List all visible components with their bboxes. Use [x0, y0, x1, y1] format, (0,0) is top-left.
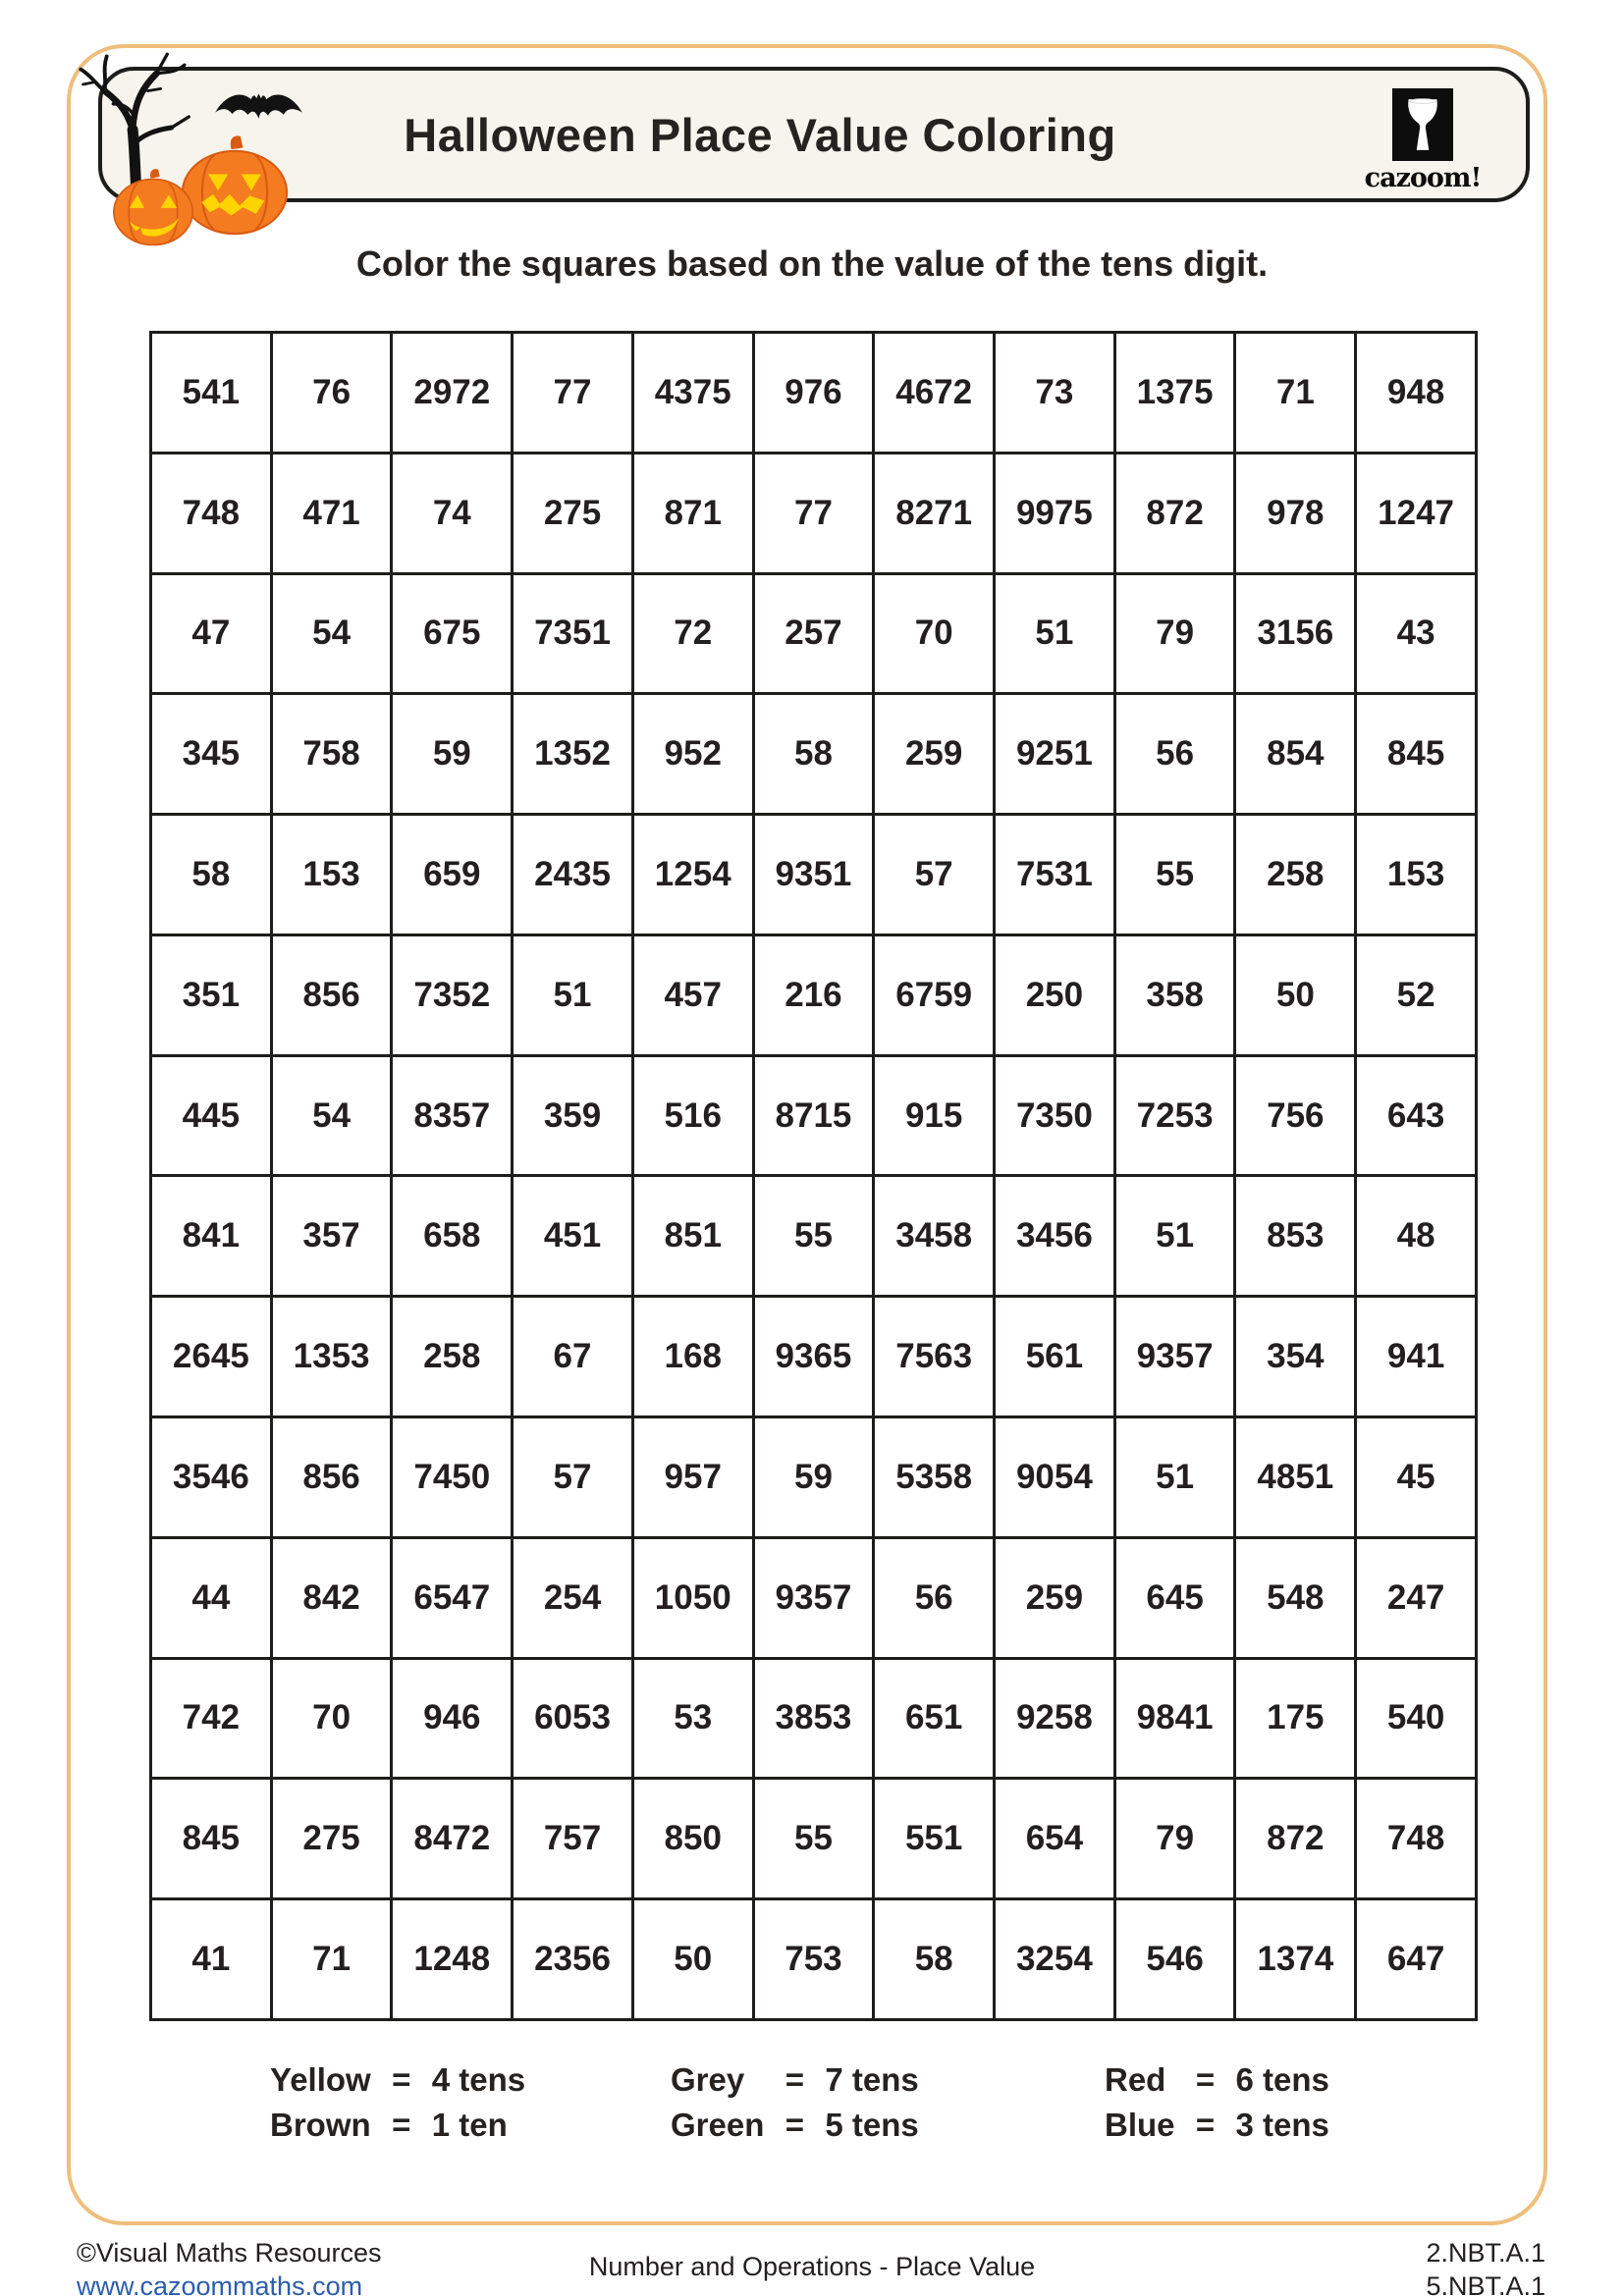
grid-cell[interactable]: 4851 — [1235, 1417, 1356, 1538]
grid-cell[interactable]: 757 — [513, 1779, 633, 1899]
grid-cell[interactable]: 254 — [513, 1537, 633, 1658]
grid-cell[interactable]: 76 — [271, 333, 392, 454]
grid-cell[interactable]: 51 — [1114, 1176, 1235, 1297]
grid-cell[interactable]: 7350 — [995, 1055, 1115, 1176]
grid-cell[interactable]: 758 — [271, 694, 392, 815]
grid-cell[interactable]: 258 — [1235, 815, 1356, 935]
grid-cell[interactable]: 946 — [392, 1658, 513, 1779]
grid-cell[interactable]: 643 — [1356, 1055, 1477, 1176]
grid-cell[interactable]: 856 — [271, 1417, 392, 1538]
grid-cell[interactable]: 47 — [151, 573, 272, 694]
grid-cell[interactable]: 978 — [1235, 453, 1356, 573]
grid-cell[interactable]: 9258 — [995, 1658, 1115, 1779]
grid-cell[interactable]: 59 — [753, 1417, 874, 1538]
grid-cell[interactable]: 7563 — [874, 1297, 995, 1417]
grid-cell[interactable]: 516 — [632, 1055, 753, 1176]
grid-cell[interactable]: 259 — [874, 694, 995, 815]
grid-cell[interactable]: 257 — [753, 573, 874, 694]
grid-row — [151, 1779, 1477, 1899]
grid-cell[interactable]: 2356 — [513, 1899, 633, 2020]
grid-cell[interactable]: 957 — [632, 1417, 753, 1538]
equals-sign: = — [1195, 2107, 1216, 2143]
grid-cell[interactable]: 651 — [874, 1658, 995, 1779]
grid-cell[interactable]: 841 — [151, 1176, 272, 1297]
grid-cell[interactable]: 3156 — [1235, 573, 1356, 694]
grid-cell[interactable]: 851 — [632, 1176, 753, 1297]
grid-cell[interactable]: 551 — [874, 1779, 995, 1899]
legend-value-red: 6 tens — [1235, 2061, 1329, 2098]
grid-cell[interactable]: 9054 — [995, 1417, 1115, 1538]
grid-cell[interactable]: 9357 — [753, 1537, 874, 1658]
grid-cell[interactable]: 354 — [1235, 1297, 1356, 1417]
grid-cell[interactable]: 43 — [1356, 573, 1477, 694]
grid-cell[interactable]: 645 — [1114, 1537, 1235, 1658]
legend-color-yellow: Yellow — [270, 2061, 371, 2098]
grid-cell[interactable]: 153 — [271, 815, 392, 935]
legend-color-grey: Grey — [671, 2061, 745, 2098]
color-key-legend — [0, 2054, 1624, 2171]
grid-cell[interactable]: 67 — [513, 1297, 633, 1417]
legend-column-1 — [270, 2061, 525, 2144]
grid-cell[interactable]: 548 — [1235, 1537, 1356, 1658]
legend-value-blue: 3 tens — [1235, 2107, 1329, 2143]
grid-row — [151, 573, 1477, 694]
grid-cell[interactable]: 59 — [392, 694, 513, 815]
legend-column-2 — [671, 2061, 919, 2144]
grid-cell[interactable]: 52 — [1356, 934, 1477, 1055]
header — [98, 67, 1530, 202]
equals-sign: = — [785, 2061, 805, 2098]
grid-row — [151, 1297, 1477, 1417]
grid-cell[interactable]: 4375 — [632, 333, 753, 454]
grid-cell[interactable]: 58 — [874, 1899, 995, 2020]
standard-code-1: 2.NBT.A.1 — [1426, 2238, 1545, 2268]
grid-cell[interactable]: 3254 — [995, 1899, 1115, 2020]
footer-standards — [1426, 2236, 1545, 2296]
grid-cell[interactable]: 654 — [995, 1779, 1115, 1899]
grid-cell[interactable]: 856 — [271, 934, 392, 1055]
grid-cell[interactable]: 1374 — [1235, 1899, 1356, 2020]
grid-cell[interactable]: 50 — [632, 1899, 753, 2020]
grid-cell[interactable]: 3458 — [874, 1176, 995, 1297]
legend-value-grey: 7 tens — [825, 2061, 919, 2098]
grid-cell[interactable]: 53 — [632, 1658, 753, 1779]
grid-cell[interactable]: 4672 — [874, 333, 995, 454]
grid-cell[interactable]: 258 — [392, 1297, 513, 1417]
grid-cell[interactable]: 952 — [632, 694, 753, 815]
grid-cell[interactable]: 73 — [995, 333, 1115, 454]
grid-cell[interactable]: 51 — [1114, 1417, 1235, 1538]
legend-value-brown: 1 ten — [431, 2107, 508, 2143]
grid-cell[interactable]: 9841 — [1114, 1658, 1235, 1779]
grid-row — [151, 1055, 1477, 1176]
grid-cell[interactable]: 842 — [271, 1537, 392, 1658]
grid-cell[interactable]: 748 — [151, 453, 272, 573]
grid-cell[interactable]: 748 — [1356, 1779, 1477, 1899]
grid-cell[interactable]: 7352 — [392, 934, 513, 1055]
grid-cell[interactable]: 540 — [1356, 1658, 1477, 1779]
grid-cell[interactable]: 948 — [1356, 333, 1477, 454]
grid-cell[interactable]: 872 — [1235, 1779, 1356, 1899]
grid-cell[interactable]: 56 — [874, 1537, 995, 1658]
grid-cell[interactable]: 2435 — [513, 815, 633, 935]
grid-row — [151, 333, 1477, 454]
legend-value-green: 5 tens — [825, 2107, 919, 2143]
grid-cell[interactable]: 854 — [1235, 694, 1356, 815]
grid-cell[interactable]: 70 — [874, 573, 995, 694]
grid-cell[interactable]: 753 — [753, 1899, 874, 2020]
number-grid-body — [151, 333, 1477, 2020]
grid-cell[interactable]: 175 — [1235, 1658, 1356, 1779]
grid-cell[interactable]: 44 — [151, 1537, 272, 1658]
grid-row — [151, 1537, 1477, 1658]
grid-cell[interactable]: 6547 — [392, 1537, 513, 1658]
grid-cell[interactable]: 54 — [271, 1055, 392, 1176]
grid-cell[interactable]: 55 — [1114, 815, 1235, 935]
grid-row — [151, 453, 1477, 573]
grid-cell[interactable]: 1353 — [271, 1297, 392, 1417]
grid-cell[interactable]: 2972 — [392, 333, 513, 454]
grid-cell[interactable]: 71 — [1235, 333, 1356, 454]
grid-cell[interactable]: 1248 — [392, 1899, 513, 2020]
cazoom-logo — [1359, 88, 1487, 193]
grid-cell[interactable]: 5358 — [874, 1417, 995, 1538]
legend-color-green: Green — [671, 2107, 765, 2143]
grid-cell[interactable]: 55 — [753, 1779, 874, 1899]
legend-color-red: Red — [1105, 2061, 1166, 2098]
grid-cell[interactable]: 1254 — [632, 815, 753, 935]
grid-cell[interactable]: 742 — [151, 1658, 272, 1779]
website-link[interactable]: www.cazoommaths.com — [77, 2271, 363, 2296]
grid-cell[interactable]: 45 — [1356, 1417, 1477, 1538]
grid-cell[interactable]: 70 — [271, 1658, 392, 1779]
legend-color-brown: Brown — [270, 2107, 371, 2143]
grid-cell[interactable]: 77 — [513, 333, 633, 454]
grid-cell[interactable]: 57 — [874, 815, 995, 935]
footer — [0, 2230, 1624, 2296]
grid-cell[interactable]: 275 — [513, 453, 633, 573]
grid-cell[interactable]: 1352 — [513, 694, 633, 815]
grid-cell[interactable]: 48 — [1356, 1176, 1477, 1297]
grid-row — [151, 1176, 1477, 1297]
number-grid — [149, 331, 1478, 2021]
grid-cell[interactable]: 7253 — [1114, 1055, 1235, 1176]
grid-cell[interactable]: 850 — [632, 1779, 753, 1899]
equals-sign: = — [392, 2107, 411, 2143]
djembe-drum-icon — [1392, 88, 1453, 161]
grid-cell[interactable]: 8472 — [392, 1779, 513, 1899]
grid-cell[interactable]: 79 — [1114, 573, 1235, 694]
bat-icon — [212, 86, 305, 128]
page-title: Halloween Place Value Coloring — [404, 108, 1116, 161]
grid-cell[interactable]: 168 — [632, 1297, 753, 1417]
grid-cell[interactable]: 247 — [1356, 1537, 1477, 1658]
grid-cell[interactable]: 345 — [151, 694, 272, 815]
grid-row — [151, 1899, 1477, 2020]
grid-cell[interactable]: 7450 — [392, 1417, 513, 1538]
grid-cell[interactable]: 358 — [1114, 934, 1235, 1055]
grid-cell[interactable]: 6759 — [874, 934, 995, 1055]
grid-cell[interactable]: 853 — [1235, 1176, 1356, 1297]
grid-cell[interactable]: 54 — [271, 573, 392, 694]
cazoom-wordmark: cazoom! — [1364, 163, 1482, 193]
grid-cell[interactable]: 56 — [1114, 694, 1235, 815]
grid-cell[interactable]: 7531 — [995, 815, 1115, 935]
grid-cell[interactable]: 71 — [271, 1899, 392, 2020]
grid-cell[interactable]: 647 — [1356, 1899, 1477, 2020]
grid-cell[interactable]: 9251 — [995, 694, 1115, 815]
grid-cell[interactable]: 471 — [271, 453, 392, 573]
grid-cell[interactable]: 9365 — [753, 1297, 874, 1417]
grid-cell[interactable]: 6053 — [513, 1658, 633, 1779]
grid-row — [151, 934, 1477, 1055]
grid-cell[interactable]: 3853 — [753, 1658, 874, 1779]
grid-row — [151, 1417, 1477, 1538]
grid-cell[interactable]: 8357 — [392, 1055, 513, 1176]
grid-cell[interactable]: 9975 — [995, 453, 1115, 573]
grid-cell[interactable]: 976 — [753, 333, 874, 454]
grid-cell[interactable]: 9351 — [753, 815, 874, 935]
grid-cell[interactable]: 359 — [513, 1055, 633, 1176]
grid-cell[interactable]: 659 — [392, 815, 513, 935]
grid-cell[interactable]: 55 — [753, 1176, 874, 1297]
grid-cell[interactable]: 845 — [151, 1779, 272, 1899]
grid-cell[interactable]: 357 — [271, 1176, 392, 1297]
grid-cell[interactable]: 457 — [632, 934, 753, 1055]
grid-cell[interactable]: 451 — [513, 1176, 633, 1297]
grid-cell[interactable]: 658 — [392, 1176, 513, 1297]
grid-cell[interactable]: 7351 — [513, 573, 633, 694]
grid-cell[interactable]: 9357 — [1114, 1297, 1235, 1417]
grid-cell[interactable]: 275 — [271, 1779, 392, 1899]
grid-cell[interactable]: 3456 — [995, 1176, 1115, 1297]
instruction-text: Color the squares based on the value of the tens digit. — [355, 243, 1269, 284]
grid-cell[interactable]: 216 — [753, 934, 874, 1055]
grid-cell[interactable]: 561 — [995, 1297, 1115, 1417]
grid-cell[interactable]: 541 — [151, 333, 272, 454]
grid-row — [151, 815, 1477, 935]
legend-column-3 — [1105, 2061, 1329, 2144]
grid-row — [151, 1658, 1477, 1779]
equals-sign: = — [392, 2061, 411, 2098]
grid-cell[interactable]: 1247 — [1356, 453, 1477, 573]
grid-cell[interactable]: 250 — [995, 934, 1115, 1055]
grid-cell[interactable]: 845 — [1356, 694, 1477, 815]
grid-cell[interactable]: 756 — [1235, 1055, 1356, 1176]
equals-sign: = — [785, 2107, 805, 2143]
grid-cell[interactable]: 872 — [1114, 453, 1235, 573]
copyright-text: ©Visual Maths Resources — [77, 2238, 382, 2268]
grid-cell[interactable]: 50 — [1235, 934, 1356, 1055]
grid-cell[interactable]: 2645 — [151, 1297, 272, 1417]
grid-cell[interactable]: 58 — [151, 815, 272, 935]
grid-cell[interactable]: 153 — [1356, 815, 1477, 935]
grid-cell[interactable]: 8271 — [874, 453, 995, 573]
grid-cell[interactable]: 51 — [513, 934, 633, 1055]
grid-cell[interactable]: 8715 — [753, 1055, 874, 1176]
grid-cell[interactable]: 1050 — [632, 1537, 753, 1658]
pumpkin-icon-small — [108, 167, 198, 247]
grid-cell[interactable]: 351 — [151, 934, 272, 1055]
grid-cell[interactable]: 546 — [1114, 1899, 1235, 2020]
equals-sign: = — [1195, 2061, 1216, 2098]
grid-cell[interactable]: 259 — [995, 1537, 1115, 1658]
grid-cell[interactable]: 915 — [874, 1055, 995, 1176]
grid-cell[interactable]: 58 — [753, 694, 874, 815]
grid-cell[interactable]: 1375 — [1114, 333, 1235, 454]
grid-cell[interactable]: 74 — [392, 453, 513, 573]
grid-cell[interactable]: 77 — [753, 453, 874, 573]
grid-cell[interactable]: 675 — [392, 573, 513, 694]
legend-color-blue: Blue — [1105, 2107, 1175, 2143]
legend-value-yellow: 4 tens — [431, 2061, 526, 2098]
grid-cell[interactable]: 41 — [151, 1899, 272, 2020]
grid-cell[interactable]: 3546 — [151, 1417, 272, 1538]
grid-cell[interactable]: 79 — [1114, 1779, 1235, 1899]
grid-row — [151, 694, 1477, 815]
grid-cell[interactable]: 871 — [632, 453, 753, 573]
grid-cell[interactable]: 57 — [513, 1417, 633, 1538]
standard-code-2: 5.NBT.A.1 — [1426, 2271, 1545, 2296]
grid-cell[interactable]: 51 — [995, 573, 1115, 694]
grid-cell[interactable]: 72 — [632, 573, 753, 694]
grid-cell[interactable]: 445 — [151, 1055, 272, 1176]
footer-topic: Number and Operations - Place Value — [588, 2252, 1036, 2281]
grid-cell[interactable]: 941 — [1356, 1297, 1477, 1417]
